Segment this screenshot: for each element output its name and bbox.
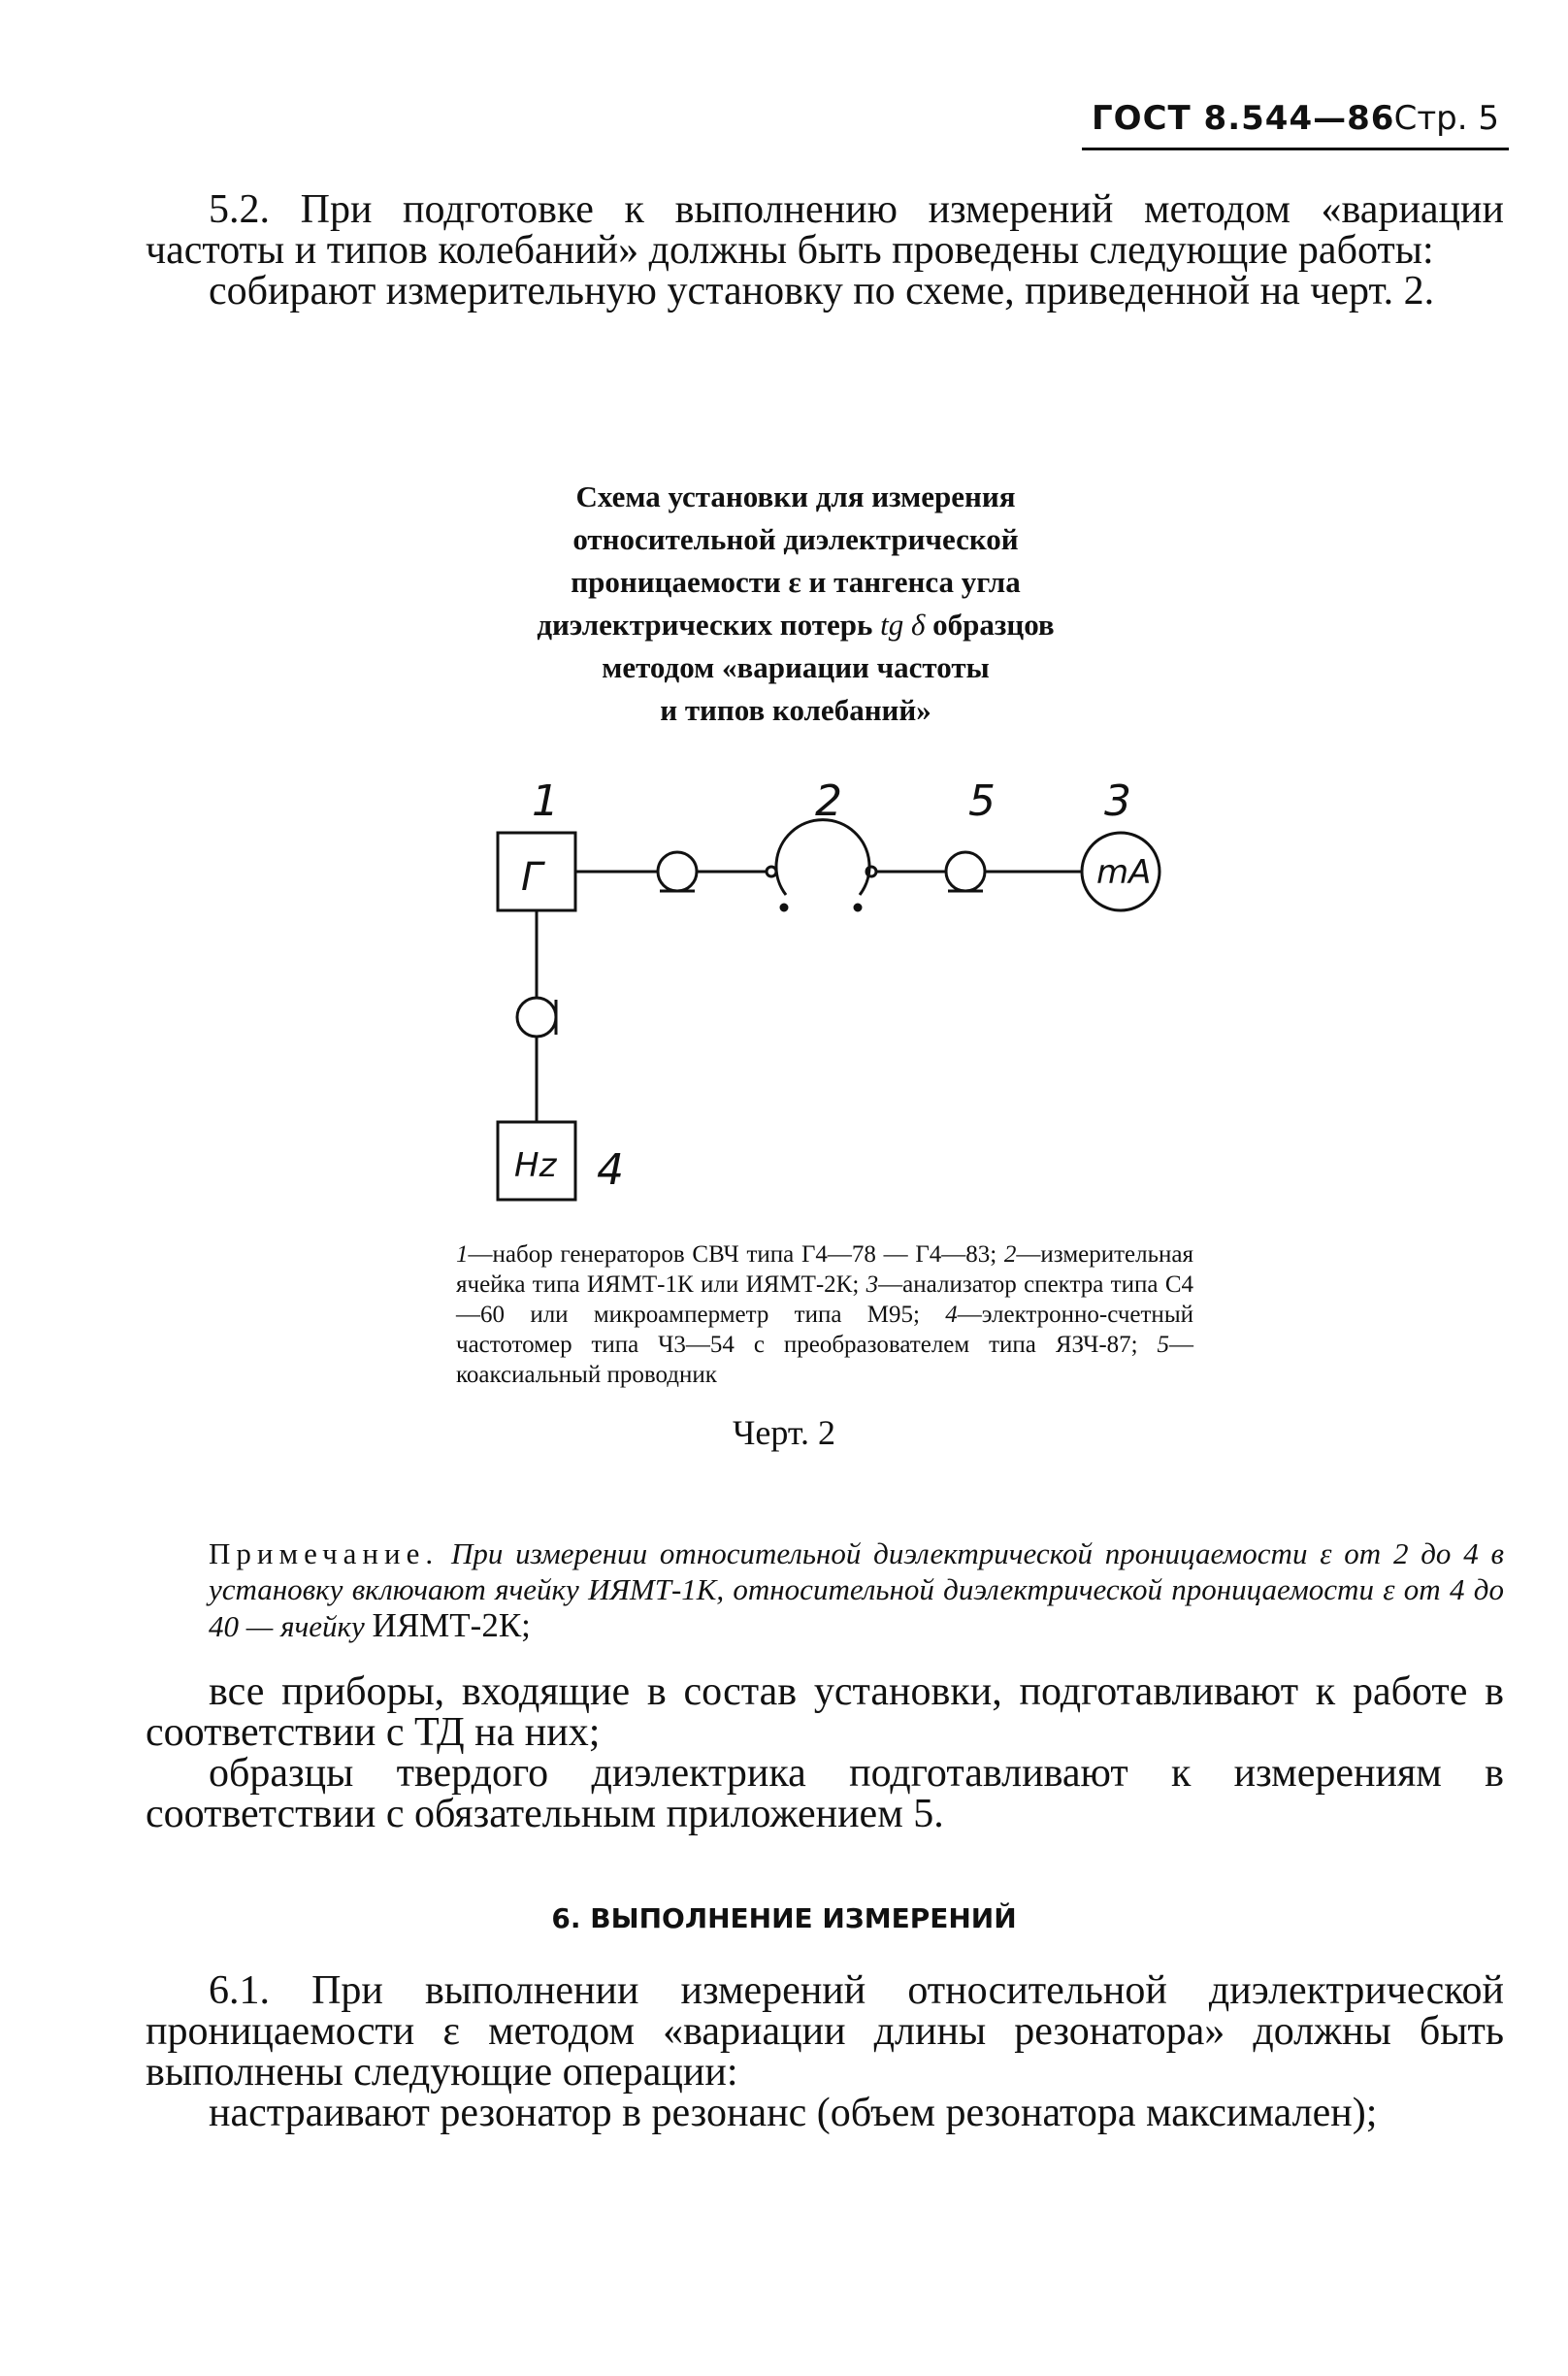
label-cell: 2 <box>815 776 842 826</box>
frequency-counter-symbol: Hz <box>514 1146 557 1185</box>
caption-line: и типов колебаний» <box>660 693 931 727</box>
paragraph-5-2 <box>146 189 1504 312</box>
paragraph-text: все приборы, входящие в состав установки, подготавливают к работе в соответствии с ТД на них; <box>146 1669 1504 1755</box>
coax-connector <box>517 998 556 1037</box>
cell-pin <box>855 905 861 910</box>
legend-item: —набор генераторов СВЧ типа Г4—78 — Г4—83; <box>468 1241 997 1268</box>
generator-symbol: Г <box>521 855 543 900</box>
meter-symbol: mA <box>1096 853 1152 892</box>
tg-delta-symbol: tg δ <box>880 608 926 642</box>
label-generator: 1 <box>532 776 559 826</box>
measurement-cell <box>776 820 869 895</box>
section-heading: 6. ВЫПОЛНЕНИЕ ИЗМЕРЕНИЙ <box>551 1902 1017 1934</box>
legend-number: 4 <box>945 1302 958 1328</box>
note-cell-name: ИЯМТ-2К; <box>372 1606 531 1644</box>
label-coax: 5 <box>968 776 996 826</box>
paragraph-6-1-item: настраивают резонатор в резонанс (объем резонатора максимален); <box>209 2091 1378 2135</box>
legend-number: 1 <box>456 1241 469 1268</box>
legend-item: —измерительная ячейка типа ИЯМТ-1К или ИЯМТ-2К; <box>456 1241 1193 1298</box>
coax-connector <box>658 852 697 891</box>
legend-item: —коаксиальный проводник <box>456 1332 1194 1388</box>
caption-text: образцов <box>932 608 1055 642</box>
paragraph-6-1 <box>146 1970 1504 2133</box>
caption-line <box>505 604 1087 646</box>
caption-text: диэлектрических потерь <box>537 608 873 642</box>
paragraph-preparation <box>146 1671 1504 1834</box>
note-text: При измерении относительной диэлектрической проницаемости ε от 2 до 4 в установку включают ячейку ИЯМТ-1К, относительной диэлектрической проницаемости ε от 4 до 40 — ячейку <box>209 1536 1504 1643</box>
label-meter: 3 <box>1104 776 1131 826</box>
figure-caption <box>505 476 1087 732</box>
legend-item: —анализатор спектра типа С4—60 или микроамперметр типа М95; <box>456 1271 1194 1328</box>
legend-number: 5 <box>1157 1332 1170 1358</box>
paragraph-6-1-text: 6.1. При выполнении измерений относительной диэлектрической проницаемости ε методом «вариации длины резонатора» должны быть выполнены следующие операции: <box>146 1968 1504 2095</box>
page-header <box>1082 97 1509 150</box>
caption-line: методом «вариации частоты <box>602 650 990 684</box>
paragraph-5-2-text: 5.2. При подготовке к выполнению измерений методом «вариации частоты и типов колебаний» должны быть проведены следующие работы: <box>146 187 1504 273</box>
coax-connector <box>946 852 985 891</box>
standard-number: ГОСТ 8.544—86 <box>1092 99 1395 138</box>
caption-line: относительной диэлектрической <box>572 522 1019 556</box>
legend-number: 3 <box>866 1271 879 1298</box>
page-number: Стр. 5 <box>1393 99 1499 138</box>
legend-item: —электронно-счетный частотомер типа Ч3—54 с преобразователем типа ЯЗЧ-87; <box>456 1302 1193 1358</box>
figure-number: Черт. 2 <box>733 1413 835 1452</box>
measurement-setup-diagram <box>466 767 1223 1223</box>
legend-number: 2 <box>1003 1241 1017 1268</box>
caption-line: проницаемости ε и тангенса угла <box>571 565 1021 599</box>
caption-line: Схема установки для измерения <box>575 479 1016 513</box>
cell-pin <box>781 905 787 910</box>
paragraph-5-2-item: собирают измерительную установку по схеме, приведенной на черт. 2. <box>209 269 1435 314</box>
cell-terminal <box>866 867 876 876</box>
note-block <box>209 1535 1504 1644</box>
paragraph-text: образцы твердого диэлектрика подготавливают к измерениям в соответствии с обязательным приложением 5. <box>146 1751 1504 1836</box>
figure-legend <box>456 1239 1193 1390</box>
note-label: Примечание. <box>209 1536 440 1570</box>
label-frequency-counter: 4 <box>597 1145 624 1195</box>
